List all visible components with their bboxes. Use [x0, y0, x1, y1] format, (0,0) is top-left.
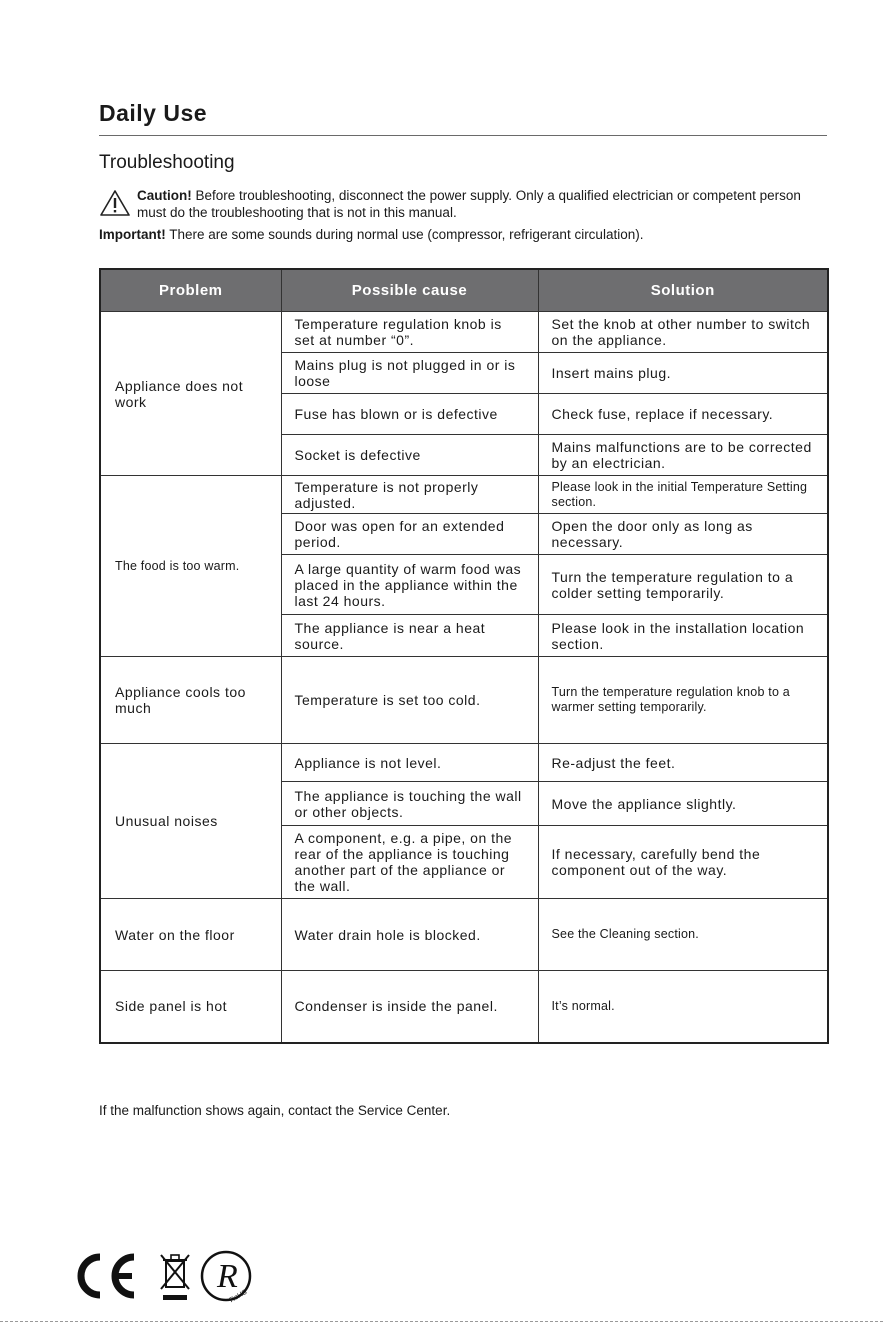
troubleshooting-table — [99, 268, 829, 1044]
solution-cell: If necessary, carefully bend the component out of the way. — [538, 826, 828, 899]
cause-cell: Water drain hole is blocked. — [281, 899, 538, 971]
solution-cell: Mains malfunctions are to be corrected by an electrician. — [538, 435, 828, 476]
important-note — [99, 227, 643, 242]
cause-cell: A large quantity of warm food was placed in the appliance within the last 24 hours. — [281, 555, 538, 615]
cause-cell: Temperature is not properly adjusted. — [281, 476, 538, 514]
problem-cell: Side panel is hot — [100, 971, 281, 1043]
warning-triangle-icon — [99, 189, 131, 217]
cause-cell: Socket is defective — [281, 435, 538, 476]
table-row — [100, 744, 828, 782]
header-solution: Solution — [538, 269, 828, 312]
table-header-row — [100, 269, 828, 312]
problem-cell: Water on the floor — [100, 899, 281, 971]
cause-cell: Door was open for an extended period. — [281, 514, 538, 555]
solution-cell: It’s normal. — [538, 971, 828, 1043]
solution-cell: See the Cleaning section. — [538, 899, 828, 971]
section-title: Daily Use — [99, 100, 208, 126]
solution-cell: Please look in the installation location section. — [538, 615, 828, 657]
solution-cell: Move the appliance slightly. — [538, 782, 828, 826]
subsection-title: Troubleshooting — [99, 152, 235, 173]
ce-mark-icon — [81, 1257, 134, 1295]
problem-cell: Unusual noises — [100, 744, 281, 899]
important-label: Important! — [99, 227, 166, 242]
cause-cell: Temperature regulation knob is set at number “0”. — [281, 312, 538, 353]
rohs-label: RoHS — [228, 1288, 249, 1305]
table-row — [100, 657, 828, 744]
header-possible-cause: Possible cause — [281, 269, 538, 312]
problem-cell: The food is too warm. — [100, 476, 281, 657]
table-row — [100, 899, 828, 971]
problem-cell: Appliance cools too much — [100, 657, 281, 744]
caution-label: Caution! — [137, 188, 192, 203]
solution-cell: Please look in the initial Temperature Setting section. — [538, 476, 828, 514]
service-center-note: If the malfunction shows again, contact the Service Center. — [99, 1103, 451, 1118]
cause-cell: Condenser is inside the panel. — [281, 971, 538, 1043]
cause-cell: Mains plug is not plugged in or is loose — [281, 353, 538, 394]
svg-text:R: R — [217, 1258, 238, 1295]
page-bottom-edge — [0, 1321, 883, 1322]
section-divider — [99, 135, 827, 136]
cause-cell: Fuse has blown or is defective — [281, 394, 538, 435]
table-row — [100, 476, 828, 514]
cause-cell: Appliance is not level. — [281, 744, 538, 782]
cause-cell: Temperature is set too cold. — [281, 657, 538, 744]
rohs-icon — [202, 1252, 250, 1304]
cause-cell: A component, e.g. a pipe, on the rear of the appliance is touching another part of the appliance or the wall. — [281, 826, 538, 899]
important-body: There are some sounds during normal use (compressor, refrigerant circulation). — [165, 227, 644, 242]
table-row — [100, 971, 828, 1043]
solution-cell: Open the door only as long as necessary. — [538, 514, 828, 555]
solution-cell: Turn the temperature regulation to a colder setting temporarily. — [538, 555, 828, 615]
solution-cell: Set the knob at other number to switch on the appliance. — [538, 312, 828, 353]
solution-cell: Insert mains plug. — [538, 353, 828, 394]
solution-cell: Turn the temperature regulation knob to a warmer setting temporarily. — [538, 657, 828, 744]
problem-cell: Appliance does not work — [100, 312, 281, 476]
weee-bin-icon — [161, 1255, 189, 1300]
header-problem: Problem — [100, 269, 281, 312]
solution-cell: Re-adjust the feet. — [538, 744, 828, 782]
cause-cell: The appliance is near a heat source. — [281, 615, 538, 657]
solution-cell: Check fuse, replace if necessary. — [538, 394, 828, 435]
cause-cell: The appliance is touching the wall or other objects. — [281, 782, 538, 826]
caution-body: Before troubleshooting, disconnect the power supply. Only a qualified electrician or competent person must do the troubleshooting that is not in this manual. — [137, 188, 801, 220]
certification-logos — [70, 1245, 260, 1305]
caution-text — [137, 187, 827, 221]
table-row — [100, 312, 828, 353]
